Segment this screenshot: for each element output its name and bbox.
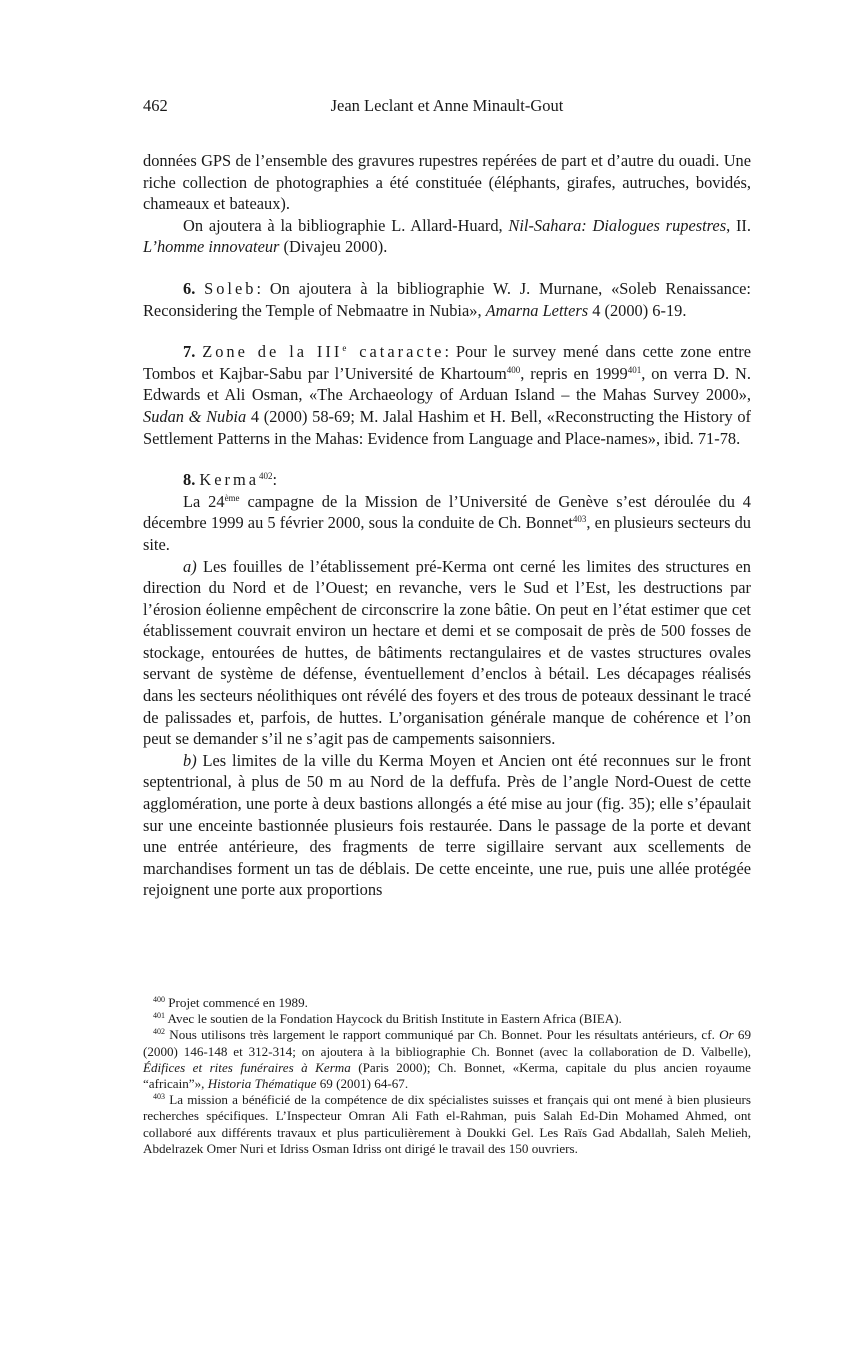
main-text [143,150,751,901]
kerma-paragraph-a: a) Les fouilles de l’établissement pré-Kerma ont cerné les limites des structures en direction du Nord et de l’Ouest; en revanche, vers le Sud et l’Est, les destructions par l’érosion éolienne empêchent de circonscrire la zone bâtie. On peut en l’état estimer que cet établissement couvrait environ un hectare et demi et se composait de près de 500 fosses de stockage, entourées de huttes, de bâtiments rectangulaires et de vastes structures ovales servant de système de défense, éventuellement d’enclos à bétail. Les décapages réalisés dans les secteurs néolithiques ont révélé des foyers et des trous de poteaux dessinant le tracé de palissades et, parfois, de huttes. L’organisation générale manque de cohérence et l’on peut se demander s’il ne s’agit pas de campements saisonniers. [143,556,751,749]
section-7-third-cataract: 7. Zone de la IIIe cataracte: Pour le survey mené dans cette zone entre Tombos et Kajbar-Sabu par l’Université de Khartoum$^{400}$, repris en 1999$^{401}$, on verra D. N. Edwards et Ali Osman, «The Archaeology of Arduan Island – the Mahas Survey 2000», Sudan & Nubia 4 (2000) 58-69; M. Jalal Hashim et H. Bell, «Reconstructing the History of Settlement Patterns in the Mahas: Evidence from Language and Place-names», ibid. 71-78. [143,342,751,448]
section-6-soleb: 6. Soleb: On ajoutera à la bibliographie W. J. Murnane, «Soleb Renaissance: Reconsidering the Temple of Nebmaatre in Nubia», Amarna Letters 4 (2000) 6-19. [143,278,751,320]
footnote-ref: 403 [572,514,587,525]
footnote-ref: 402 [259,471,273,482]
footnote-401: $^{401}$ Avec le soutien de la Fondation Haycock du British Institute in Eastern Africa (BIEA). [153,1011,622,1027]
footnote-400: $^{400}$ Projet commencé en 1989. [153,995,308,1010]
page-number: 462 [143,96,168,115]
bibliography-paragraph: On ajoutera à la bibliographie L. Allard-Huard, Nil-Sahara: Dialogues rupestres, II. L’homme innovateur (Divajeu 2000). [143,215,751,257]
page-header [143,96,751,120]
running-title: Jean Leclant et Anne Minault-Gout [330,96,564,115]
footnote-ref: 400 [506,364,521,375]
section-8-kerma-heading: 8. Kerma$^{402}$: [183,470,278,490]
section-heading: Kerma [199,470,260,490]
section-heading: Zone de la IIIe cataracte [202,342,445,362]
intro-paragraph: données GPS de l’ensemble des gravures rupestres repérées de part et d’autre du ouadi. Une riche collection de photographies a été constituée (éléphants, girafes, autruches, bovidés, chameaux et bateaux). [143,151,751,214]
footnote-402: $^{402}$ Nous utilisons très largement le rapport communiqué par Ch. Bonnet. Pour les résultats antérieurs, cf. Or 69 (2000) 146-148 et 312-314; on ajoutera à la bibliographie Ch. Bonnet (avec la collaboration de D. Valbelle), Édifices et rites funéraires à Kerma (Paris 2000); Ch. Bonnet, «Kerma, capitale du plus ancien royaume “africain”», Historia Thématique 69 (2001) 64-67. [143,1027,751,1092]
kerma-paragraph-b: b) Les limites de la ville du Kerma Moyen et Ancien ont été reconnues sur le front septentrional, à plus de 50 m au Nord de la deffufa. Près de l’angle Nord-Ouest de cette agglomération, une porte à deux bastions allongés a été mise au jour (fig. 35); elle s’épaulait sur une enceinte bastionnée plusieurs fois restaurée. Dans le passage de la porte et devant une entrée antérieure, des fragments de terre sigillaire servant aux scellements de marchandises forment un tas de déblais. De cette enceinte, une rue, puis une allée protégée rejoignent une porte aux proportions [143,750,751,900]
section-heading: Soleb [204,278,257,298]
footnotes [143,995,751,1157]
kerma-campaign-paragraph: La 24ème campagne de la Mission de l’Université de Genève s’est déroulée du 4 décembre 1999 au 5 février 2000, sous la conduite de Ch. Bonnet$^{403}$, en plusieurs secteurs du site. [143,491,751,554]
footnote-ref: 401 [627,364,642,375]
footnote-403: $^{403}$ La mission a bénéficié de la compétence de dix spécialistes suisses et français qui ont mené à bien plusieurs recherches spécifiques. L’Inspecteur Omran Ali Fath el-Rahman, puis Salah Ed-Din Mohamed Ahmed, ont collaboré aux différents travaux et plus particulièrement à Doukki Gel. Les Raïs Gad Abdallah, Saleh Melieh, Abdelrazek Omer Nuri et Idriss Osman Idriss ont dirigé le travail des 150 ouvriers. [143,1092,751,1156]
